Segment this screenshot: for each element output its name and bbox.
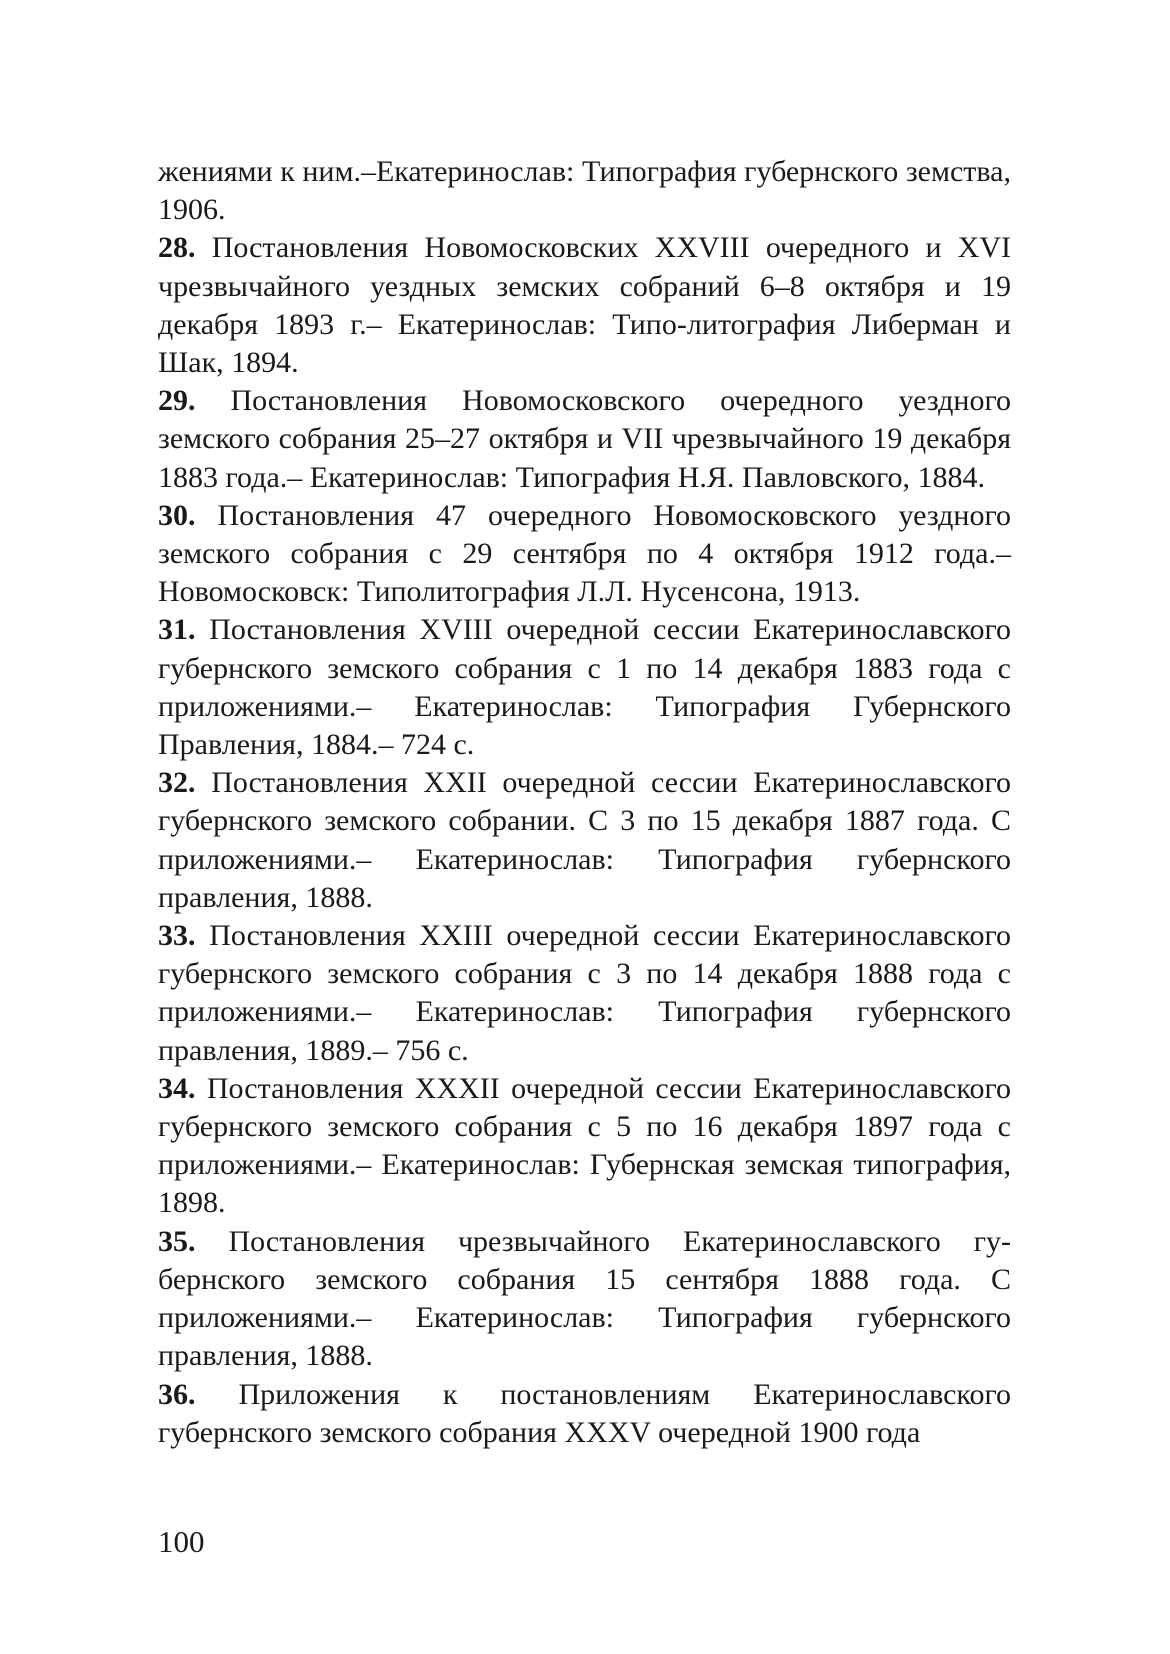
entry-text: Постановления XXII очередной сессии Екатеринославского губернского земского собрании. С 3 по 15 декабря 1887 года. С приложениями.– Екатеринослав: Типография губернского правления, 1888. — [158, 766, 1012, 914]
bibliography-entry-31 — [158, 611, 1011, 764]
bibliography-entry-35 — [158, 1223, 1011, 1376]
bibliography-list — [158, 153, 1011, 1452]
entry-text: Постановления чрезвычайного Екатеринославского губернского земского собрания 15 сентября 1888 года. С приложениями.– Екатеринослав: Типография губернского правления, 1888. — [158, 1224, 1012, 1373]
bibliography-entry-30 — [158, 497, 1011, 612]
entry-text: Постановления Новомосковских XXVIII очередного и XVI чрезвычайного уездных земских собраний 6–8 октября и 19 декабря 1893 г.– Екатеринослав: Типо-литография Либерман и Шак, 1894. — [158, 231, 1012, 380]
entry-number: 34. — [158, 1071, 196, 1105]
page-number: 100 — [158, 1524, 205, 1559]
entry-text: Постановления XXXII очередной сессии Екатеринославского губернского земского собрания с 5 по 16 декабря 1897 года с приложениями.– Екатеринослав: Губернская земская типография, 1898. — [158, 1071, 1011, 1220]
bibliography-entry-28 — [158, 229, 1011, 382]
bibliography-entry-29 — [158, 382, 1011, 497]
bibliography-entry-34 — [158, 1070, 1011, 1223]
entry-number: 35. — [158, 1224, 196, 1258]
bibliography-entry-32 — [158, 764, 1011, 917]
continuation-paragraph: жениями к ним.–Екатеринослав: Типография губернского земства, 1906. — [158, 155, 1011, 227]
entry-number: 28. — [158, 231, 196, 265]
entry-text: Приложения к постановлениям Екатеринославского губернского земского собрания XXXV очередной 1900 года — [158, 1377, 1011, 1449]
entry-number: 33. — [158, 919, 196, 953]
entry-number: 36. — [158, 1377, 196, 1411]
entry-text: Постановления XVIII очередной сессии Екатеринославского губернского земского собрания с 1 по 14 декабря 1883 года с приложениями.– Екатеринослав: Типография Губернского Правления, 1884.– 724 с. — [158, 613, 1012, 762]
entry-number: 29. — [158, 384, 196, 418]
bibliography-entry-36 — [158, 1376, 1011, 1452]
entry-number: 32. — [158, 766, 196, 800]
bibliography-entry-33 — [158, 917, 1011, 1070]
entry-text: Постановления XXIII очередной сессии Екатеринославского губернского земского собрания с 3 по 14 декабря 1888 года с приложениями.– Екатеринослав: Типография губернского правления, 1889.– 756 с. — [158, 919, 1012, 1067]
entry-number: 31. — [158, 613, 196, 647]
entry-text: Постановления Новомосковского очередного уездного земского собрания 25–27 октября и VII чрезвычайного 19 декабря 1883 года.– Екатеринослав: Типография Н.Я. Павловского, 1884. — [158, 384, 1011, 494]
entry-text: Постановления 47 очередного Новомосковского уездного земского собрания с 29 сентября по 4 октября 1912 года.– Новомосковск: Типолитография Л.Л. Нусенсона, 1913. — [158, 498, 1011, 609]
entry-number: 30. — [158, 498, 196, 532]
